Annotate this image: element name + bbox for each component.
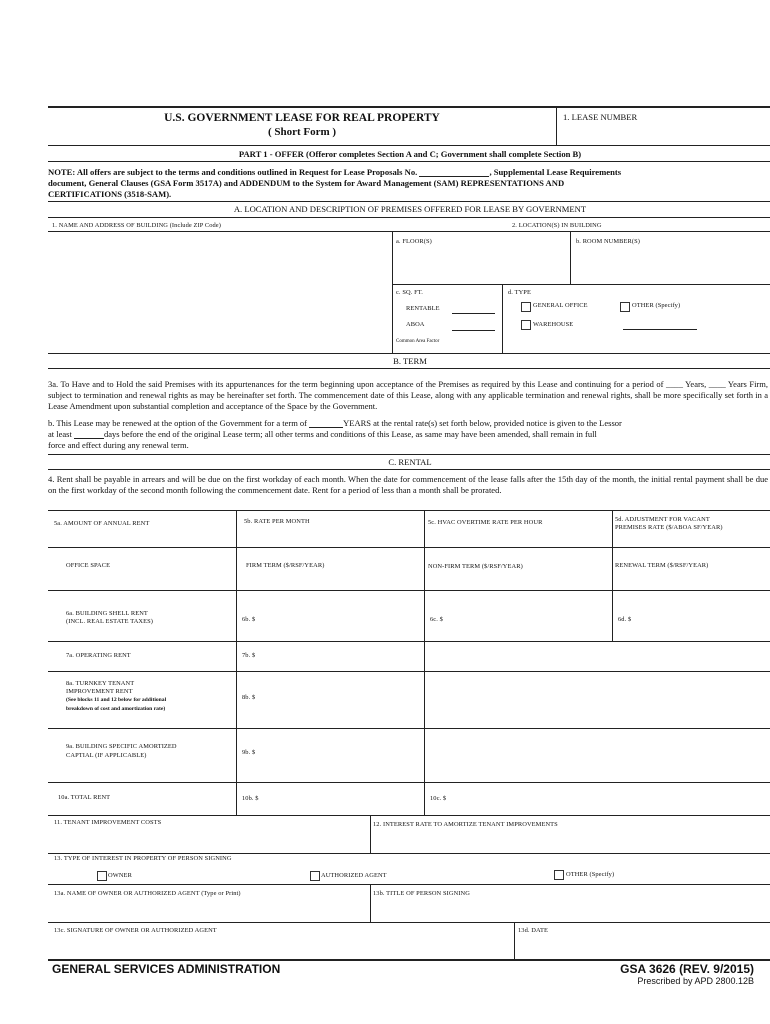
form-title: U.S. GOVERNMENT LEASE FOR REAL PROPERTY	[164, 112, 440, 124]
type-label: d. TYPE	[508, 289, 531, 296]
operating-rent-label: 7a. OPERATING RENT	[66, 652, 131, 659]
v-divider	[570, 231, 571, 284]
rentable-field[interactable]	[452, 313, 495, 314]
signer-title-label: 13b. TITLE OF PERSON SIGNING	[373, 890, 470, 897]
amortized-capital-label-2: CAPTIAL (IF APPLICABLE)	[66, 752, 147, 759]
lease-number-field[interactable]	[560, 124, 768, 142]
other-interest-checkbox[interactable]	[554, 870, 564, 880]
authorized-agent-label: AUTHORIZED AGENT	[321, 872, 387, 879]
rentable-label: RENTABLE	[406, 305, 440, 312]
rule	[48, 547, 770, 548]
vacant-adjustment-label-1: 5d. ADJUSTMENT FOR VACANT	[615, 516, 710, 523]
v-divider	[370, 884, 371, 922]
notice-days-field[interactable]	[74, 438, 104, 439]
rule	[48, 922, 770, 923]
term-paragraph-3b-line3: force and effect during any renewal term.	[48, 440, 189, 450]
top-rule	[48, 106, 770, 108]
room-numbers-label: b. ROOM NUMBER(S)	[576, 238, 641, 245]
other-type-checkbox[interactable]	[620, 302, 630, 312]
v-divider	[612, 510, 613, 641]
other-type-field[interactable]	[623, 329, 697, 330]
authorized-agent-checkbox[interactable]	[310, 871, 320, 881]
warehouse-label: WAREHOUSE	[533, 321, 574, 328]
v-divider	[514, 922, 515, 960]
general-office-checkbox[interactable]	[521, 302, 531, 312]
other-interest-label: OTHER (Specify)	[566, 871, 615, 878]
rule	[48, 368, 770, 369]
rule	[48, 641, 770, 642]
aboa-field[interactable]	[452, 330, 495, 331]
owner-name-label: 13a. NAME OF OWNER OR AUTHORIZED AGENT (Type or Print)	[54, 890, 241, 897]
rule	[48, 201, 770, 202]
form-subtitle: ( Short Form )	[267, 126, 337, 138]
section-b-heading: B. TERM	[393, 356, 427, 366]
shell-rent-6b-field[interactable]: 6b. $	[242, 616, 256, 623]
interest-type-label: 13. TYPE OF INTEREST IN PROPERTY OF PERSON SIGNING	[54, 855, 232, 862]
turnkey-label-2: IMPROVEMENT RENT	[66, 688, 133, 695]
annual-rent-label: 5a. AMOUNT OF ANNUAL RENT	[54, 520, 150, 527]
header-divider	[556, 107, 557, 145]
floors-label: a. FLOOR(S)	[396, 238, 432, 245]
other-type-label: OTHER (Specify)	[632, 302, 681, 309]
note-line2: document, General Clauses (GSA Form 3517A) and ADDENDUM to the System for Award Management (SAM) REPRESENTATIONS AND	[48, 178, 565, 188]
v-divider	[424, 510, 425, 815]
v-divider	[392, 231, 393, 353]
form-number: GSA 3626 (REV. 9/2015)	[620, 962, 754, 976]
shell-rent-label-2: (INCL. REAL ESTATE TAXES)	[66, 618, 154, 625]
rule	[48, 469, 770, 470]
v-divider	[236, 510, 237, 815]
rule	[48, 161, 770, 162]
section-a-heading: A. LOCATION AND DESCRIPTION OF PREMISES OFFERED FOR LEASE BY GOVERNMENT	[233, 204, 587, 214]
part1-heading: PART 1 - OFFER (Offeror completes Section A and C; Government shall complete Section B)	[238, 149, 582, 159]
firm-term-label: FIRM TERM ($/RSF/YEAR)	[246, 562, 325, 569]
renewal-term-label: RENEWAL TERM ($/RSF/YEAR)	[615, 562, 709, 569]
signature-label: 13c. SIGNATURE OF OWNER OR AUTHORIZED AGENT	[54, 927, 217, 934]
term-paragraph-3b-line1: b. This Lease may be renewed at the option of the Government for a term of YEARS at the rental rate(s) set forth below, provided notice is given to the Lessor	[48, 418, 622, 428]
rule	[48, 853, 770, 854]
rule	[48, 590, 770, 591]
common-area-label: Common Area Factor	[396, 339, 440, 344]
rule	[48, 454, 770, 455]
name-address-field[interactable]	[50, 232, 388, 350]
turnkey-label-3: (See blocks 11 and 12 below for additional	[66, 697, 167, 703]
shell-rent-label-1: 6a. BUILDING SHELL RENT	[66, 610, 148, 617]
hvac-overtime-label: 5c. HVAC OVERTIME RATE PER HOUR	[428, 519, 543, 526]
locations-label: 2. LOCATION(S) IN BUILDING	[512, 222, 602, 229]
general-office-label: GENERAL OFFICE	[533, 302, 588, 309]
agency-name: GENERAL SERVICES ADMINISTRATION	[52, 962, 281, 976]
rule	[48, 782, 770, 783]
turnkey-label-1: 8a. TURNKEY TENANT	[66, 680, 135, 687]
term-paragraph-3a: 3a. To Have and to Hold the said Premises with its appurtenances for the term beginning upon acceptance of the Premises as required by this Lease and continuing for a period of ____ Years, ____ Years Firm, subject to termination and renewal rights as may be hereinafter set forth. The commencement date of this Lease, along with any applicable termination and renewal rights, shall be more specifically set forth in a Lease Amendment upon substantial completion and acceptance of the Space by the Government.	[48, 379, 768, 411]
shell-rent-6c-field[interactable]: 6c. $	[430, 616, 443, 623]
rule	[392, 284, 770, 285]
sqft-label: c. SQ. FT.	[396, 289, 423, 296]
rule	[48, 353, 770, 354]
rule	[48, 884, 770, 885]
amortized-capital-label-1: 9a. BUILDING SPECIFIC AMORTIZED	[66, 743, 177, 750]
section-c-heading: C. RENTAL	[388, 457, 432, 467]
ti-costs-label: 11. TENANT IMPROVEMENT COSTS	[54, 819, 162, 826]
office-space-label: OFFICE SPACE	[66, 562, 111, 569]
owner-label: OWNER	[108, 872, 132, 879]
rate-per-month-label: 5b. RATE PER MONTH	[244, 518, 310, 525]
turnkey-8b-field[interactable]: 8b. $	[242, 694, 256, 701]
note-line1: NOTE: All offers are subject to the terms and conditions outlined in Request for Lease Proposals No. , Supplemental Lease Requirements	[48, 167, 622, 177]
rule	[48, 728, 770, 729]
rule	[48, 145, 770, 146]
name-address-label: 1. NAME AND ADDRESS OF BUILDING (Include ZIP Code)	[52, 222, 221, 229]
rental-paragraph-4: 4. Rent shall be payable in arrears and will be due on the first workday of each month. When the date for commencement of the lease falls after the 15th day of the month, the initial rental payment shall be due on the first workday of the second month following the commencement date. Rent for a period of less than a month shall be prorated.	[48, 474, 768, 495]
renewal-years-field[interactable]	[309, 427, 343, 428]
date-field[interactable]	[518, 936, 768, 958]
bottom-rule	[48, 959, 770, 961]
vacant-adjustment-label-2: PREMISES RATE ($/ABOA SF/YEAR)	[615, 524, 723, 531]
note-line3: CERTIFICATIONS (3518-SAM).	[48, 189, 172, 199]
rule	[48, 231, 770, 232]
rule	[48, 815, 770, 816]
operating-rent-7b-field[interactable]: 7b. $	[242, 652, 256, 659]
lease-number-label: 1. LEASE NUMBER	[563, 112, 638, 122]
signature-field[interactable]	[50, 936, 510, 958]
v-divider	[502, 284, 503, 353]
non-firm-term-label: NON-FIRM TERM ($/RSF/YEAR)	[428, 563, 523, 570]
rule	[48, 510, 770, 511]
rule	[48, 671, 770, 672]
total-rent-10c-field[interactable]: 10c. $	[430, 795, 447, 802]
turnkey-label-4: breakdown of cost and amortization rate)	[66, 706, 166, 712]
interest-rate-label: 12. INTEREST RATE TO AMORTIZE TENANT IMPROVEMENTS	[373, 821, 558, 828]
v-divider	[370, 815, 371, 853]
total-rent-10b-field[interactable]: 10b. $	[242, 795, 259, 802]
total-rent-label: 10a. TOTAL RENT	[58, 794, 111, 801]
date-label: 13d. DATE	[518, 927, 549, 934]
amortized-capital-9b-field[interactable]: 9b. $	[242, 749, 256, 756]
aboa-label: ABOA	[406, 321, 425, 328]
shell-rent-6d-field[interactable]: 6d. $	[618, 616, 632, 623]
prescribed-by: Prescribed by APD 2800.12B	[637, 976, 754, 986]
rule	[48, 217, 770, 218]
term-paragraph-3b-line2: at least days before the end of the original Lease term; all other terms and conditions of this Lease, as same may have been amended, shall remain in full	[48, 429, 597, 439]
warehouse-checkbox[interactable]	[521, 320, 531, 330]
owner-checkbox[interactable]	[97, 871, 107, 881]
